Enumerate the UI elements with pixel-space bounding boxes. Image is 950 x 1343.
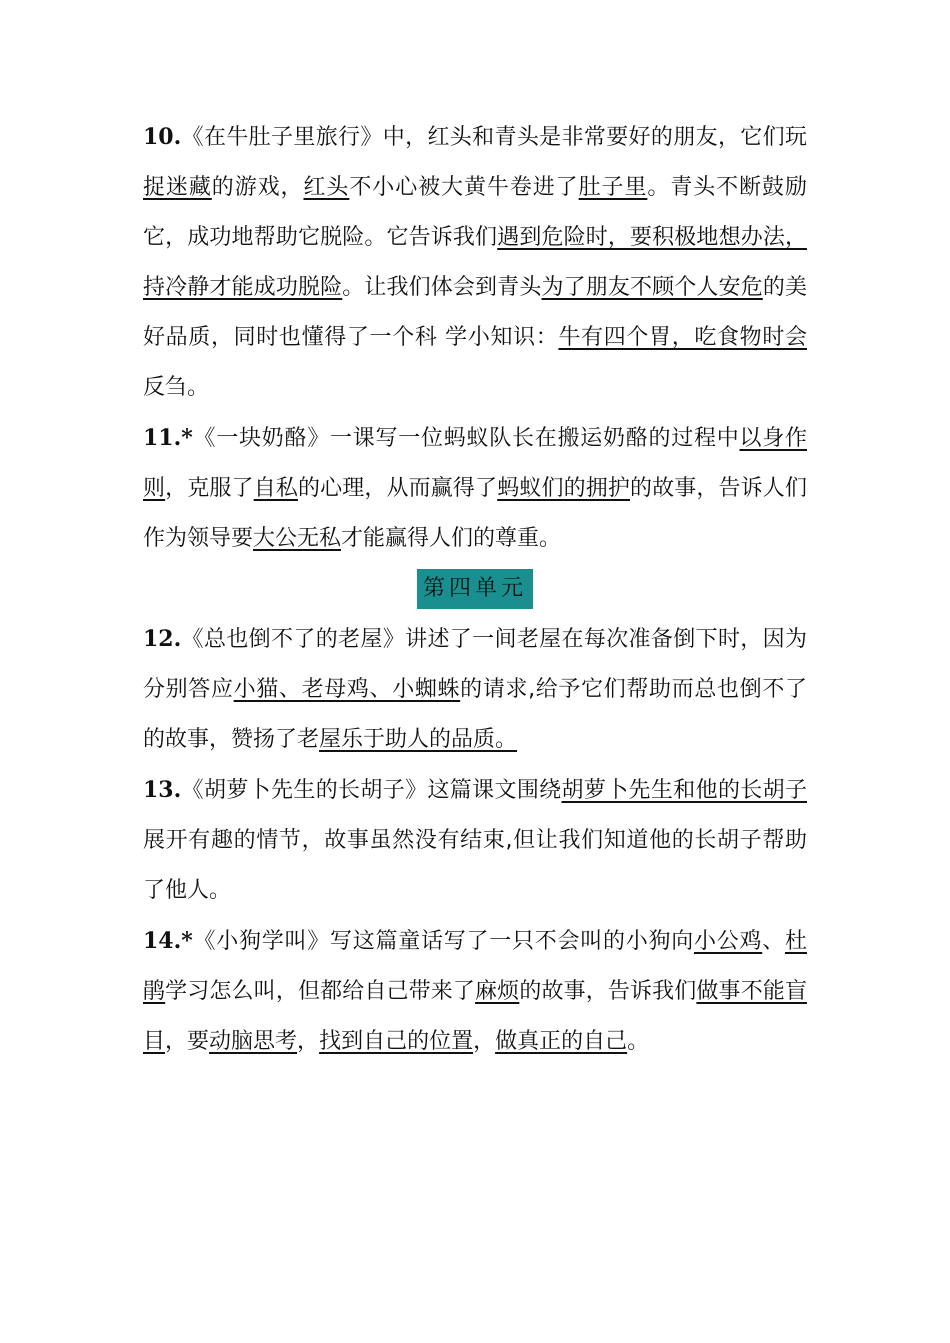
text-run: ， [473,1029,496,1054]
text-run: ，要 [165,1029,210,1054]
underlined-answer: 小猫、老母鸡、小蜘蛛 [233,677,461,702]
item-number: 10. [143,124,182,150]
text-run: 《总也倒不了的老屋》讲述了一间老屋在每次准备倒下时，因为分别答应 [143,627,807,702]
text-run: 。让我们体会到青头 [342,275,542,300]
underlined-answer: 胡萝卜先生和他的长胡子 [561,778,807,803]
paragraph-10 [143,112,807,413]
paragraph-12 [143,614,807,765]
text-run: 的美好品质，同时也懂得了一个科 学小知识： [143,275,807,350]
text-run: 的故事，告诉我们 [519,979,697,1004]
underlined-answer: 肚子里 [578,175,648,200]
text-run: 的心理，从而赢得了 [297,476,498,501]
text-run: 《一块奶酪》一课写一位蚂蚁队长在搬运奶酪的过程中 [192,426,740,451]
text-run: 的游戏， [211,175,304,200]
paragraph-11 [143,413,807,564]
text-run: 《胡萝卜先生的长胡子》这篇课文围绕 [181,778,562,803]
paragraph-14 [143,916,807,1067]
text-run: 。 [627,1029,650,1054]
section-heading: 第四单元 [417,569,533,609]
text-run: 《在牛肚子里旅行》中，红头和青头是非常要好的朋友，它们玩 [181,125,807,150]
underlined-answer: 大公无私 [253,526,342,551]
text-run: 、 [762,929,785,954]
underlined-answer: 为了朋友不顾个人安危 [541,275,763,300]
text-run: 的请求,给予它们帮助而总也倒不了的故事，赞扬了老 [143,677,807,752]
item-number: 11.* [143,425,193,451]
item-number: 14.* [143,928,193,954]
underlined-answer: 捉迷藏 [143,175,212,200]
text-run: 。青头不断鼓励它，成功地帮助它脱险。它告诉我们 [143,175,807,250]
underlined-answer: 屋乐于助人的品质。 [319,727,518,752]
text-run: 展开有趣的情节，故事虽然没有结束,但让我们知道他的长胡子帮助了他人。 [143,828,807,903]
underlined-answer: 自私 [253,476,298,501]
text-run: 才能赢得人们的尊重。 [341,526,562,551]
text-run: ， [297,1029,320,1054]
underlined-answer: 蚂蚁们的拥护 [497,476,630,501]
underlined-answer: 做真正的自己 [495,1029,628,1054]
item-number: 12. [143,626,182,652]
text-run: 学习怎么叫，但都给自己带来了 [165,979,476,1004]
underlined-answer: 做事不能盲目 [143,979,807,1054]
paragraph-13 [143,765,807,916]
underlined-answer: 杜鹃 [143,929,807,1004]
underlined-answer: 牛有四个胃，吃食物时会 [558,325,807,350]
text-run: 不小心被大黄牛卷进了 [349,175,579,200]
underlined-answer: 红头 [303,175,350,200]
underlined-answer: 找到自己的位置 [319,1029,474,1054]
underlined-answer: 麻烦 [475,979,520,1004]
section-heading-row [143,564,807,614]
underlined-answer: 小公鸡 [693,929,763,954]
underlined-answer: 动脑思考 [209,1029,298,1054]
underlined-answer: 以身作则 [143,426,807,501]
text-run: 《小狗学叫》写这篇童话写了一只不会叫的小狗向 [192,929,694,954]
text-run: 的故事，告诉人们作为领导要 [143,476,807,551]
underlined-answer: 遇到危险时，要积极地想办法，持冷静才能成功脱险 [143,225,807,300]
document-page [143,112,807,1067]
text-run: ，克服了 [165,476,254,501]
item-number: 13. [143,777,182,803]
text-run: 反刍。 [143,375,210,400]
